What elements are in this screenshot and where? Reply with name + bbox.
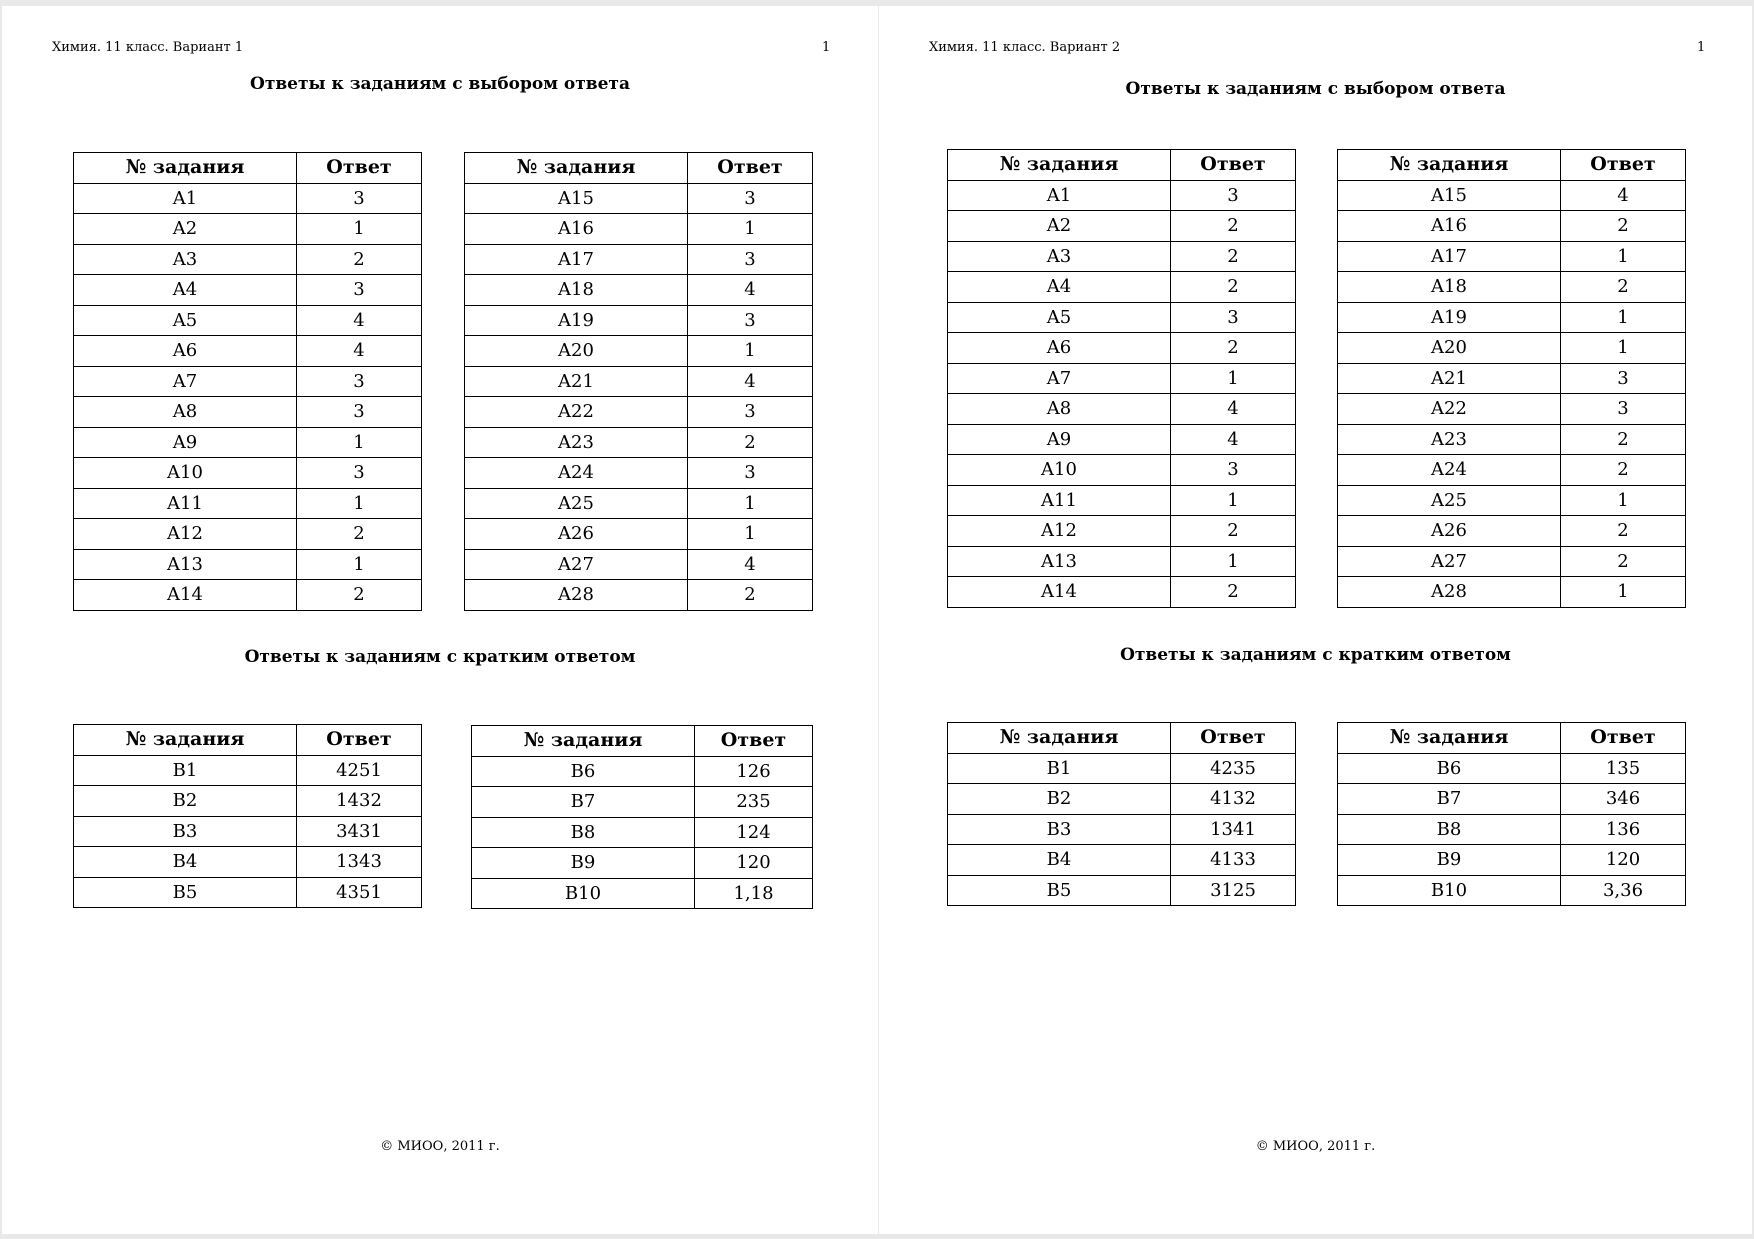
- answer-cell: 3: [1171, 302, 1296, 333]
- task-number-cell: A9: [948, 424, 1171, 455]
- page-number: 1: [1697, 40, 1706, 55]
- page-variant-1: [2, 6, 878, 1234]
- table-row: [948, 394, 1296, 425]
- table-row: [948, 485, 1296, 516]
- answer-cell: 3431: [297, 816, 422, 847]
- task-number-cell: B6: [1338, 753, 1561, 784]
- task-number-cell: A12: [948, 516, 1171, 547]
- task-number-cell: A15: [465, 183, 688, 214]
- task-number-cell: A1: [948, 180, 1171, 211]
- task-number-cell: A24: [1338, 455, 1561, 486]
- page-footer: © МИОО, 2011 г.: [1255, 1139, 1376, 1154]
- task-number-cell: A22: [1338, 394, 1561, 425]
- col-answer-header: Ответ: [1171, 723, 1296, 754]
- table-header-row: [1338, 723, 1686, 754]
- task-number-cell: A21: [1338, 363, 1561, 394]
- task-number-cell: B4: [74, 847, 297, 878]
- table-row: [948, 363, 1296, 394]
- col-task-header: № задания: [948, 150, 1171, 181]
- answer-cell: 4235: [1171, 753, 1296, 784]
- task-number-cell: A3: [74, 244, 297, 275]
- answer-cell: 1: [1561, 485, 1686, 516]
- task-number-cell: B10: [1338, 875, 1561, 906]
- task-number-cell: B7: [1338, 784, 1561, 815]
- answer-cell: 3: [1171, 455, 1296, 486]
- answer-cell: 1: [688, 336, 813, 367]
- task-number-cell: A21: [465, 366, 688, 397]
- table-row: [74, 755, 422, 786]
- table-row: [74, 336, 422, 367]
- task-number-cell: A26: [465, 519, 688, 550]
- answer-cell: 1341: [1171, 814, 1296, 845]
- answer-cell: 1: [1171, 546, 1296, 577]
- answer-cell: 1432: [297, 786, 422, 817]
- table-row: [1338, 180, 1686, 211]
- answer-cell: 2: [688, 427, 813, 458]
- page-number: 1: [822, 40, 831, 55]
- answers-table-b1-b5: [73, 724, 422, 908]
- task-number-cell: A23: [465, 427, 688, 458]
- answer-cell: 1: [297, 549, 422, 580]
- table-row: [1338, 875, 1686, 906]
- table-header-row: [472, 726, 813, 757]
- answer-cell: 3: [688, 458, 813, 489]
- table-row: [472, 848, 813, 879]
- task-number-cell: A28: [465, 580, 688, 611]
- col-answer-header: Ответ: [695, 726, 813, 757]
- task-number-cell: A25: [465, 488, 688, 519]
- table-row: [465, 305, 813, 336]
- task-number-cell: A2: [74, 214, 297, 245]
- table-row: [472, 787, 813, 818]
- task-number-cell: A14: [74, 580, 297, 611]
- table-row: [948, 272, 1296, 303]
- table-row: [74, 786, 422, 817]
- task-number-cell: A16: [465, 214, 688, 245]
- task-number-cell: A20: [465, 336, 688, 367]
- table-row: [948, 211, 1296, 242]
- table-row: [74, 549, 422, 580]
- task-number-cell: A24: [465, 458, 688, 489]
- table-header-row: [948, 150, 1296, 181]
- task-number-cell: B3: [948, 814, 1171, 845]
- page-footer: © МИОО, 2011 г.: [380, 1139, 500, 1154]
- task-number-cell: A10: [74, 458, 297, 489]
- task-number-cell: A9: [74, 427, 297, 458]
- col-task-header: № задания: [1338, 723, 1561, 754]
- table-row: [74, 519, 422, 550]
- answer-cell: 4: [297, 336, 422, 367]
- answer-cell: 4: [1171, 394, 1296, 425]
- table-row: [465, 183, 813, 214]
- task-number-cell: A6: [948, 333, 1171, 364]
- answer-cell: 346: [1561, 784, 1686, 815]
- answers-table-b1-b5: [947, 722, 1296, 906]
- answer-cell: 2: [1171, 211, 1296, 242]
- task-number-cell: A22: [465, 397, 688, 428]
- answer-cell: 4: [297, 305, 422, 336]
- task-number-cell: B2: [948, 784, 1171, 815]
- table-row: [948, 753, 1296, 784]
- col-answer-header: Ответ: [688, 153, 813, 184]
- table-row: [948, 424, 1296, 455]
- table-row: [1338, 241, 1686, 272]
- task-number-cell: A17: [1338, 241, 1561, 272]
- task-number-cell: B4: [948, 845, 1171, 876]
- answer-cell: 1: [1561, 302, 1686, 333]
- table-row: [74, 427, 422, 458]
- col-task-header: № задания: [1338, 150, 1561, 181]
- answer-cell: 1: [688, 488, 813, 519]
- table-row: [465, 366, 813, 397]
- table-row: [948, 333, 1296, 364]
- task-number-cell: A27: [465, 549, 688, 580]
- table-row: [948, 180, 1296, 211]
- task-number-cell: A8: [948, 394, 1171, 425]
- table-row: [948, 302, 1296, 333]
- table-row: [948, 577, 1296, 608]
- table-row: [948, 784, 1296, 815]
- section-title-short-answer: Ответы к заданиям с кратким ответом: [1120, 645, 1511, 665]
- col-answer-header: Ответ: [297, 725, 422, 756]
- table-row: [465, 427, 813, 458]
- answer-cell: 3: [297, 183, 422, 214]
- task-number-cell: A19: [1338, 302, 1561, 333]
- table-row: [948, 546, 1296, 577]
- answer-cell: 2: [1171, 516, 1296, 547]
- table-row: [948, 814, 1296, 845]
- task-number-cell: B5: [948, 875, 1171, 906]
- answer-cell: 124: [695, 817, 813, 848]
- answer-cell: 2: [1561, 455, 1686, 486]
- task-number-cell: A2: [948, 211, 1171, 242]
- page-variant-2: [879, 6, 1752, 1234]
- table-row: [74, 183, 422, 214]
- table-row: [1338, 845, 1686, 876]
- task-number-cell: B9: [472, 848, 695, 879]
- table-header-row: [1338, 150, 1686, 181]
- answer-cell: 2: [1171, 577, 1296, 608]
- answer-cell: 3: [297, 275, 422, 306]
- task-number-cell: A1: [74, 183, 297, 214]
- col-answer-header: Ответ: [1561, 723, 1686, 754]
- task-number-cell: B1: [74, 755, 297, 786]
- answer-cell: 3: [688, 183, 813, 214]
- table-header-row: [465, 153, 813, 184]
- table-row: [74, 366, 422, 397]
- answer-cell: 3: [297, 366, 422, 397]
- table-row: [74, 305, 422, 336]
- table-row: [74, 214, 422, 245]
- answer-cell: 1: [1561, 333, 1686, 364]
- section-title-multiple-choice: Ответы к заданиям с выбором ответа: [1125, 79, 1506, 99]
- task-number-cell: B5: [74, 877, 297, 908]
- table-row: [465, 275, 813, 306]
- table-row: [1338, 455, 1686, 486]
- answer-cell: 1: [688, 214, 813, 245]
- answer-cell: 1343: [297, 847, 422, 878]
- answer-cell: 2: [1171, 272, 1296, 303]
- answer-cell: 3: [1171, 180, 1296, 211]
- table-row: [472, 756, 813, 787]
- answer-cell: 4133: [1171, 845, 1296, 876]
- answers-table-a1-a14: [947, 149, 1296, 608]
- col-answer-header: Ответ: [1171, 150, 1296, 181]
- task-number-cell: A5: [948, 302, 1171, 333]
- answer-cell: 136: [1561, 814, 1686, 845]
- table-row: [74, 488, 422, 519]
- answer-cell: 2: [1171, 333, 1296, 364]
- answer-cell: 2: [297, 244, 422, 275]
- table-row: [74, 877, 422, 908]
- table-row: [74, 458, 422, 489]
- table-row: [1338, 784, 1686, 815]
- task-number-cell: A23: [1338, 424, 1561, 455]
- answer-cell: 3: [297, 397, 422, 428]
- task-number-cell: B7: [472, 787, 695, 818]
- answer-cell: 1: [297, 488, 422, 519]
- table-row: [1338, 546, 1686, 577]
- answer-cell: 4: [1561, 180, 1686, 211]
- col-task-header: № задания: [948, 723, 1171, 754]
- table-row: [948, 845, 1296, 876]
- answer-cell: 1: [1561, 577, 1686, 608]
- table-row: [1338, 363, 1686, 394]
- answer-cell: 1: [297, 427, 422, 458]
- col-answer-header: Ответ: [1561, 150, 1686, 181]
- answer-cell: 2: [1561, 272, 1686, 303]
- table-row: [1338, 753, 1686, 784]
- table-row: [74, 816, 422, 847]
- table-row: [1338, 333, 1686, 364]
- col-task-header: № задания: [74, 725, 297, 756]
- table-row: [1338, 485, 1686, 516]
- task-number-cell: A11: [948, 485, 1171, 516]
- task-number-cell: A15: [1338, 180, 1561, 211]
- answer-cell: 2: [1561, 424, 1686, 455]
- section-title-short-answer: Ответы к заданиям с кратким ответом: [244, 647, 636, 667]
- answer-cell: 135: [1561, 753, 1686, 784]
- table-row: [1338, 814, 1686, 845]
- page-header-title: Химия. 11 класс. Вариант 2: [929, 40, 1121, 55]
- answers-table-a1-a14: [73, 152, 422, 611]
- table-row: [465, 397, 813, 428]
- table-row: [74, 397, 422, 428]
- table-row: [465, 519, 813, 550]
- answer-cell: 4: [688, 366, 813, 397]
- table-row: [948, 875, 1296, 906]
- col-answer-header: Ответ: [297, 153, 422, 184]
- table-row: [74, 275, 422, 306]
- task-number-cell: A3: [948, 241, 1171, 272]
- task-number-cell: A6: [74, 336, 297, 367]
- task-number-cell: B10: [472, 878, 695, 909]
- answer-cell: 3: [1561, 363, 1686, 394]
- table-row: [74, 244, 422, 275]
- task-number-cell: B8: [1338, 814, 1561, 845]
- answer-cell: 4351: [297, 877, 422, 908]
- answer-cell: 1: [1561, 241, 1686, 272]
- answer-cell: 2: [297, 580, 422, 611]
- answer-cell: 4: [688, 549, 813, 580]
- col-task-header: № задания: [465, 153, 688, 184]
- answer-cell: 4251: [297, 755, 422, 786]
- answers-table-b6-b10: [1337, 722, 1686, 906]
- table-row: [1338, 577, 1686, 608]
- task-number-cell: A25: [1338, 485, 1561, 516]
- answer-cell: 4: [688, 275, 813, 306]
- task-number-cell: A7: [948, 363, 1171, 394]
- answer-cell: 2: [688, 580, 813, 611]
- table-row: [465, 488, 813, 519]
- table-row: [465, 244, 813, 275]
- task-number-cell: A20: [1338, 333, 1561, 364]
- answer-cell: 126: [695, 756, 813, 787]
- answer-cell: 120: [695, 848, 813, 879]
- task-number-cell: A7: [74, 366, 297, 397]
- task-number-cell: B9: [1338, 845, 1561, 876]
- task-number-cell: A12: [74, 519, 297, 550]
- answer-cell: 3125: [1171, 875, 1296, 906]
- task-number-cell: A17: [465, 244, 688, 275]
- task-number-cell: A4: [948, 272, 1171, 303]
- col-task-header: № задания: [472, 726, 695, 757]
- answer-cell: 2: [1561, 516, 1686, 547]
- table-row: [948, 455, 1296, 486]
- table-row: [74, 847, 422, 878]
- task-number-cell: B2: [74, 786, 297, 817]
- answer-cell: 1: [297, 214, 422, 245]
- answer-cell: 3: [688, 397, 813, 428]
- table-row: [1338, 424, 1686, 455]
- task-number-cell: A4: [74, 275, 297, 306]
- answers-table-b6-b10: [471, 725, 813, 909]
- table-row: [1338, 516, 1686, 547]
- task-number-cell: A5: [74, 305, 297, 336]
- table-row: [465, 336, 813, 367]
- table-row: [465, 458, 813, 489]
- task-number-cell: A18: [465, 275, 688, 306]
- answer-cell: 1: [1171, 485, 1296, 516]
- table-row: [465, 549, 813, 580]
- answer-cell: 2: [1561, 211, 1686, 242]
- answer-cell: 2: [1171, 241, 1296, 272]
- task-number-cell: B8: [472, 817, 695, 848]
- task-number-cell: A19: [465, 305, 688, 336]
- answers-table-a15-a28: [464, 152, 813, 611]
- answer-cell: 120: [1561, 845, 1686, 876]
- answer-cell: 4132: [1171, 784, 1296, 815]
- answer-cell: 1,18: [695, 878, 813, 909]
- table-row: [1338, 302, 1686, 333]
- col-task-header: № задания: [74, 153, 297, 184]
- task-number-cell: A16: [1338, 211, 1561, 242]
- table-row: [1338, 394, 1686, 425]
- task-number-cell: B1: [948, 753, 1171, 784]
- table-header-row: [948, 723, 1296, 754]
- task-number-cell: A28: [1338, 577, 1561, 608]
- table-row: [948, 241, 1296, 272]
- task-number-cell: A26: [1338, 516, 1561, 547]
- table-row: [465, 580, 813, 611]
- table-row: [1338, 272, 1686, 303]
- table-row: [948, 516, 1296, 547]
- task-number-cell: A11: [74, 488, 297, 519]
- answer-cell: 1: [1171, 363, 1296, 394]
- task-number-cell: A8: [74, 397, 297, 428]
- answer-cell: 3,36: [1561, 875, 1686, 906]
- task-number-cell: B3: [74, 816, 297, 847]
- table-row: [472, 878, 813, 909]
- table-row: [472, 817, 813, 848]
- table-row: [465, 214, 813, 245]
- task-number-cell: B6: [472, 756, 695, 787]
- answers-table-a15-a28: [1337, 149, 1686, 608]
- answer-cell: 3: [688, 244, 813, 275]
- answer-cell: 3: [297, 458, 422, 489]
- task-number-cell: A13: [74, 549, 297, 580]
- page-header-title: Химия. 11 класс. Вариант 1: [52, 40, 244, 55]
- task-number-cell: A14: [948, 577, 1171, 608]
- table-header-row: [74, 153, 422, 184]
- table-header-row: [74, 725, 422, 756]
- answer-cell: 2: [297, 519, 422, 550]
- answer-cell: 2: [1561, 546, 1686, 577]
- answer-cell: 3: [1561, 394, 1686, 425]
- task-number-cell: A13: [948, 546, 1171, 577]
- table-row: [1338, 211, 1686, 242]
- answer-cell: 1: [688, 519, 813, 550]
- section-title-multiple-choice: Ответы к заданиям с выбором ответа: [250, 74, 630, 94]
- table-row: [74, 580, 422, 611]
- task-number-cell: A10: [948, 455, 1171, 486]
- answer-cell: 4: [1171, 424, 1296, 455]
- answer-cell: 235: [695, 787, 813, 818]
- task-number-cell: A18: [1338, 272, 1561, 303]
- answer-cell: 3: [688, 305, 813, 336]
- task-number-cell: A27: [1338, 546, 1561, 577]
